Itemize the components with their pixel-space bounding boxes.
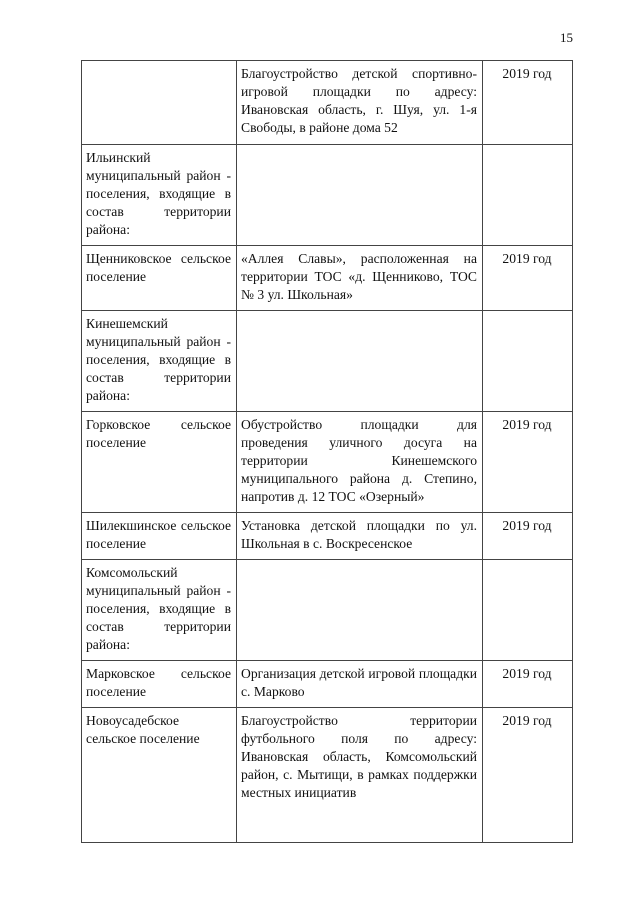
object-cell: Благоустройство территории футбольного поля по адресу: Ивановская область, Комсомольский район, с. Мытищи, в рамках поддержки местных инициатив xyxy=(237,708,483,843)
year-cell xyxy=(483,311,573,412)
year-cell: 2019 год xyxy=(483,61,573,145)
district-cell: Шилекшинское сельское поселение xyxy=(82,513,237,560)
district-cell: Ильинский муниципальный район - поселения, входящие в состав территории района: xyxy=(82,145,237,246)
object-cell xyxy=(237,560,483,661)
district-cell: Марковское сельское поселение xyxy=(82,661,237,708)
table-row xyxy=(82,145,573,246)
table-row xyxy=(82,513,573,560)
object-cell: Установка детской площадки по ул. Школьная в с. Воскресенское xyxy=(237,513,483,560)
table-row xyxy=(82,246,573,311)
program-table xyxy=(81,60,573,843)
object-cell: «Аллея Славы», расположенная на территории ТОС «д. Щенниково, ТОС № 3 ул. Школьная» xyxy=(237,246,483,311)
district-cell: Горковское сельское поселение xyxy=(82,412,237,513)
district-cell: Комсомольский муниципальный район - поселения, входящие в состав территории района: xyxy=(82,560,237,661)
district-cell: Новоусадебское сельское поселение xyxy=(82,708,237,843)
table-row xyxy=(82,311,573,412)
object-cell: Обустройство площадки для проведения уличного досуга на территории Кинешемского муниципального района д. Степино, напротив д. 12 ТОС «Озерный» xyxy=(237,412,483,513)
year-cell xyxy=(483,145,573,246)
year-cell: 2019 год xyxy=(483,708,573,843)
table-row xyxy=(82,560,573,661)
object-cell xyxy=(237,145,483,246)
object-cell: Организация детской игровой площадки с. Марково xyxy=(237,661,483,708)
object-cell: Благоустройство детской спортивно-игровой площадки по адресу: Ивановская область, г. Шуя, ул. 1-я Свободы, в районе дома 52 xyxy=(237,61,483,145)
table-row xyxy=(82,412,573,513)
year-cell: 2019 год xyxy=(483,661,573,708)
page-number: 15 xyxy=(560,30,573,45)
year-cell: 2019 год xyxy=(483,246,573,311)
year-cell: 2019 год xyxy=(483,513,573,560)
year-cell: 2019 год xyxy=(483,412,573,513)
year-cell xyxy=(483,560,573,661)
table-row xyxy=(82,661,573,708)
district-cell: Щенниковское сельское поселение xyxy=(82,246,237,311)
object-cell xyxy=(237,311,483,412)
table-row xyxy=(82,61,573,145)
district-cell xyxy=(82,61,237,145)
table-row xyxy=(82,708,573,843)
district-cell: Кинешемский муниципальный район - поселения, входящие в состав территории района: xyxy=(82,311,237,412)
